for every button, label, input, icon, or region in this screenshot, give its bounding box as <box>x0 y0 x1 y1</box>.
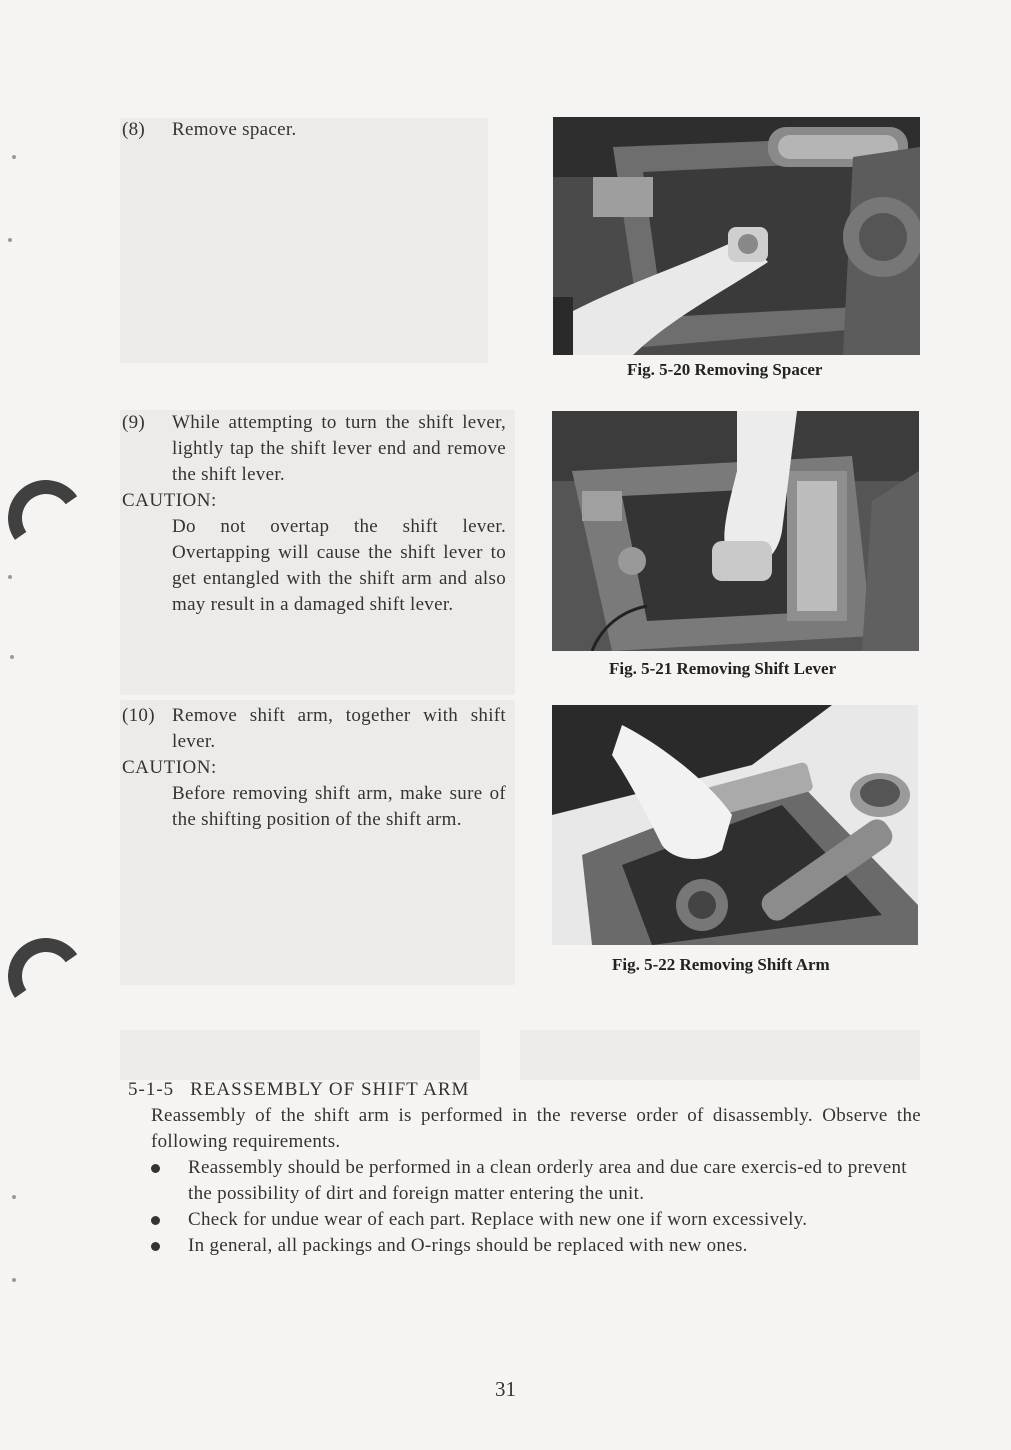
caution-label: CAUTION: <box>122 490 217 511</box>
step-9 <box>122 410 507 490</box>
bleed-through-shade <box>520 1030 920 1080</box>
bullet-icon <box>151 1242 160 1251</box>
list-item <box>151 1233 921 1259</box>
section-number: 5-1-5 <box>128 1079 175 1100</box>
section-intro: Reassembly of the shift arm is performed in the reverse order of disassembly. Observe the following requirements. <box>151 1105 921 1152</box>
figure-caption: Fig. 5-22 Removing Shift Arm <box>612 955 830 974</box>
bullet-icon <box>151 1164 160 1173</box>
figure-caption: Fig. 5-21 Removing Shift Lever <box>609 659 837 678</box>
margin-speck <box>10 655 14 659</box>
shift-arm-removal-photo <box>552 705 918 945</box>
requirements-list <box>151 1155 921 1259</box>
figure-caption: Fig. 5-20 Removing Spacer <box>627 360 823 379</box>
margin-speck <box>12 1278 16 1282</box>
section-body <box>151 1103 921 1259</box>
bleed-through-shade <box>120 1030 480 1080</box>
page-number: 31 <box>495 1377 516 1401</box>
shift-lever-removal-photo <box>552 411 919 651</box>
margin-speck <box>8 575 12 579</box>
step-number: (10) <box>122 705 155 726</box>
step-10 <box>122 703 507 757</box>
list-item-text: Reassembly should be performed in a clean orderly area and due care exercis-ed to prevent the possibility of dirt and foreign matter entering the unit. <box>188 1157 907 1204</box>
figure-5-20-photo <box>553 117 920 355</box>
section-heading <box>128 1079 469 1101</box>
step-number: (9) <box>122 412 146 433</box>
figure-5-21-photo <box>552 411 919 651</box>
list-item <box>151 1155 921 1207</box>
bleed-through-shade <box>120 118 488 363</box>
step-text: While attempting to turn the shift lever, lightly tap the shift lever end and remove the shift lever. <box>172 412 506 485</box>
spacer-removal-photo <box>553 117 920 355</box>
margin-speck <box>12 155 16 159</box>
list-item-text: In general, all packings and O-rings should be replaced with new ones. <box>188 1235 748 1256</box>
step-text: Remove spacer. <box>172 119 297 140</box>
step-8 <box>122 117 507 147</box>
bullet-icon <box>151 1216 160 1225</box>
figure-5-22-photo <box>552 705 918 945</box>
binding-hole-mark <box>2 932 90 1020</box>
step-text: Remove shift arm, together with shift lever. <box>172 705 506 752</box>
margin-speck <box>12 1195 16 1199</box>
margin-speck <box>8 238 12 242</box>
caution-label: CAUTION: <box>122 757 217 778</box>
binding-hole-mark <box>2 474 90 562</box>
caution-text: Do not overtap the shift lever. Overtapping will cause the shift lever to get entangled with the shift arm and also may result in a damaged shift lever. <box>172 516 506 615</box>
section-title: REASSEMBLY OF SHIFT ARM <box>190 1079 470 1100</box>
list-item <box>151 1207 921 1233</box>
step-number: (8) <box>122 119 146 140</box>
caution-text: Before removing shift arm, make sure of the shifting position of the shift arm. <box>172 783 506 830</box>
list-item-text: Check for undue wear of each part. Replace with new one if worn excessively. <box>188 1209 808 1230</box>
